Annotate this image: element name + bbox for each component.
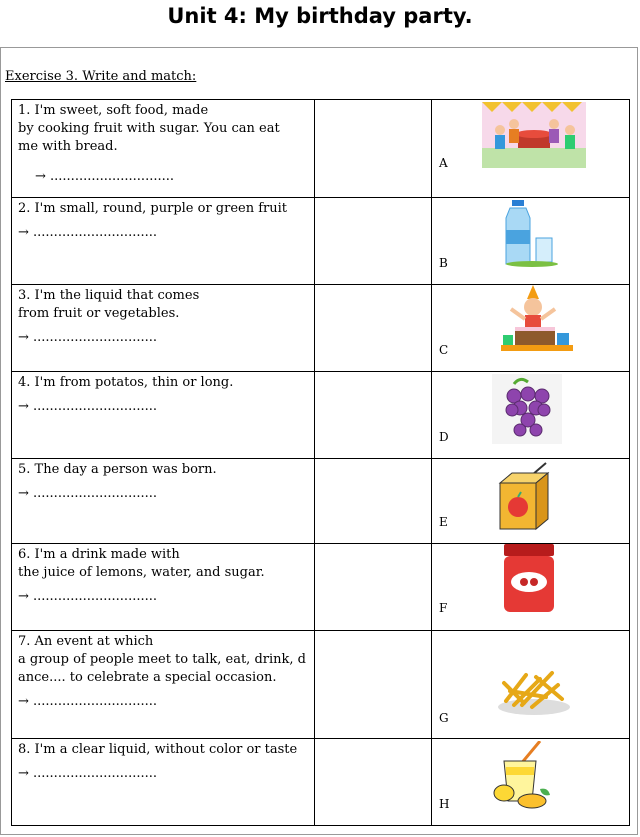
question-cell: 6. I'm a drink made with the juice of lemons, water, and sugar. → ..............................: [12, 544, 315, 631]
answer-letter: F: [439, 601, 448, 615]
french-fries-icon: [496, 667, 572, 717]
answer-cell: [432, 459, 630, 544]
answer-blank[interactable]: → ..............................: [18, 330, 157, 345]
question-cell: 2. I'm small, round, purple or green fruit → ..............................: [12, 198, 315, 285]
answer-blank[interactable]: → ..............................: [18, 589, 157, 604]
answer-cell: [432, 198, 630, 285]
answer-blank[interactable]: → ..............................: [35, 169, 174, 184]
birthday-cake-icon: [497, 285, 577, 355]
blank-cell: [315, 285, 432, 372]
blank-cell: [315, 544, 432, 631]
answer-letter: E: [439, 515, 448, 529]
answer-cell: [432, 631, 630, 739]
page-title: Unit 4: My birthday party.: [167, 4, 473, 28]
table-row: [12, 544, 630, 631]
table-row: [12, 459, 630, 544]
answer-cell: [432, 285, 630, 372]
answer-cell: [432, 739, 630, 826]
matching-table: [11, 99, 630, 826]
question-cell: 3. I'm the liquid that comes from fruit or vegetables. → ..............................: [12, 285, 315, 372]
question-cell: 8. I'm a clear liquid, without color or taste → ..............................: [12, 739, 315, 826]
lemonade-icon: [490, 741, 556, 811]
blank-cell: [315, 198, 432, 285]
blank-cell: [315, 372, 432, 459]
answer-letter: D: [439, 430, 449, 444]
answer-blank[interactable]: → ..............................: [18, 694, 157, 709]
question-cell: 5. The day a person was born. → ..............................: [12, 459, 315, 544]
table-row: [12, 739, 630, 826]
answer-blank[interactable]: → ..............................: [18, 766, 157, 781]
table-row: [12, 198, 630, 285]
answer-letter: H: [439, 797, 450, 811]
answer-blank[interactable]: → ..............................: [18, 399, 157, 414]
answer-cell: [432, 100, 630, 198]
water-bottle-icon: [502, 200, 562, 268]
blank-cell: [315, 100, 432, 198]
table-row: [12, 285, 630, 372]
blank-cell: [315, 459, 432, 544]
blank-cell: [315, 739, 432, 826]
jam-jar-icon: [502, 544, 556, 614]
question-cell: 7. An event at which a group of people meet to talk, eat, drink, d ance.... to celebrate a special occasion. → ..............................: [12, 631, 315, 739]
question-cell: 4. I'm from potatos, thin or long. → ..............................: [12, 372, 315, 459]
party-scene-icon: [482, 102, 586, 168]
answer-letter: A: [439, 156, 448, 170]
answer-cell: [432, 372, 630, 459]
blank-cell: [315, 631, 432, 739]
answer-blank[interactable]: → ..............................: [18, 225, 157, 240]
answer-letter: B: [439, 256, 448, 270]
answer-letter: C: [439, 343, 449, 357]
answer-letter: G: [439, 711, 449, 725]
answer-blank[interactable]: → ..............................: [18, 486, 157, 501]
table-row: [12, 100, 630, 198]
juice-box-icon: [496, 461, 560, 533]
question-cell: 1. I'm sweet, soft food, made by cooking fruit with sugar. You can eat me with bread. → ..............................: [12, 100, 315, 198]
table-row: [12, 631, 630, 739]
exercise-heading: Exercise 3. Write and match:: [5, 69, 197, 84]
table-row: [12, 372, 630, 459]
answer-cell: [432, 544, 630, 631]
grapes-icon: [492, 374, 562, 444]
